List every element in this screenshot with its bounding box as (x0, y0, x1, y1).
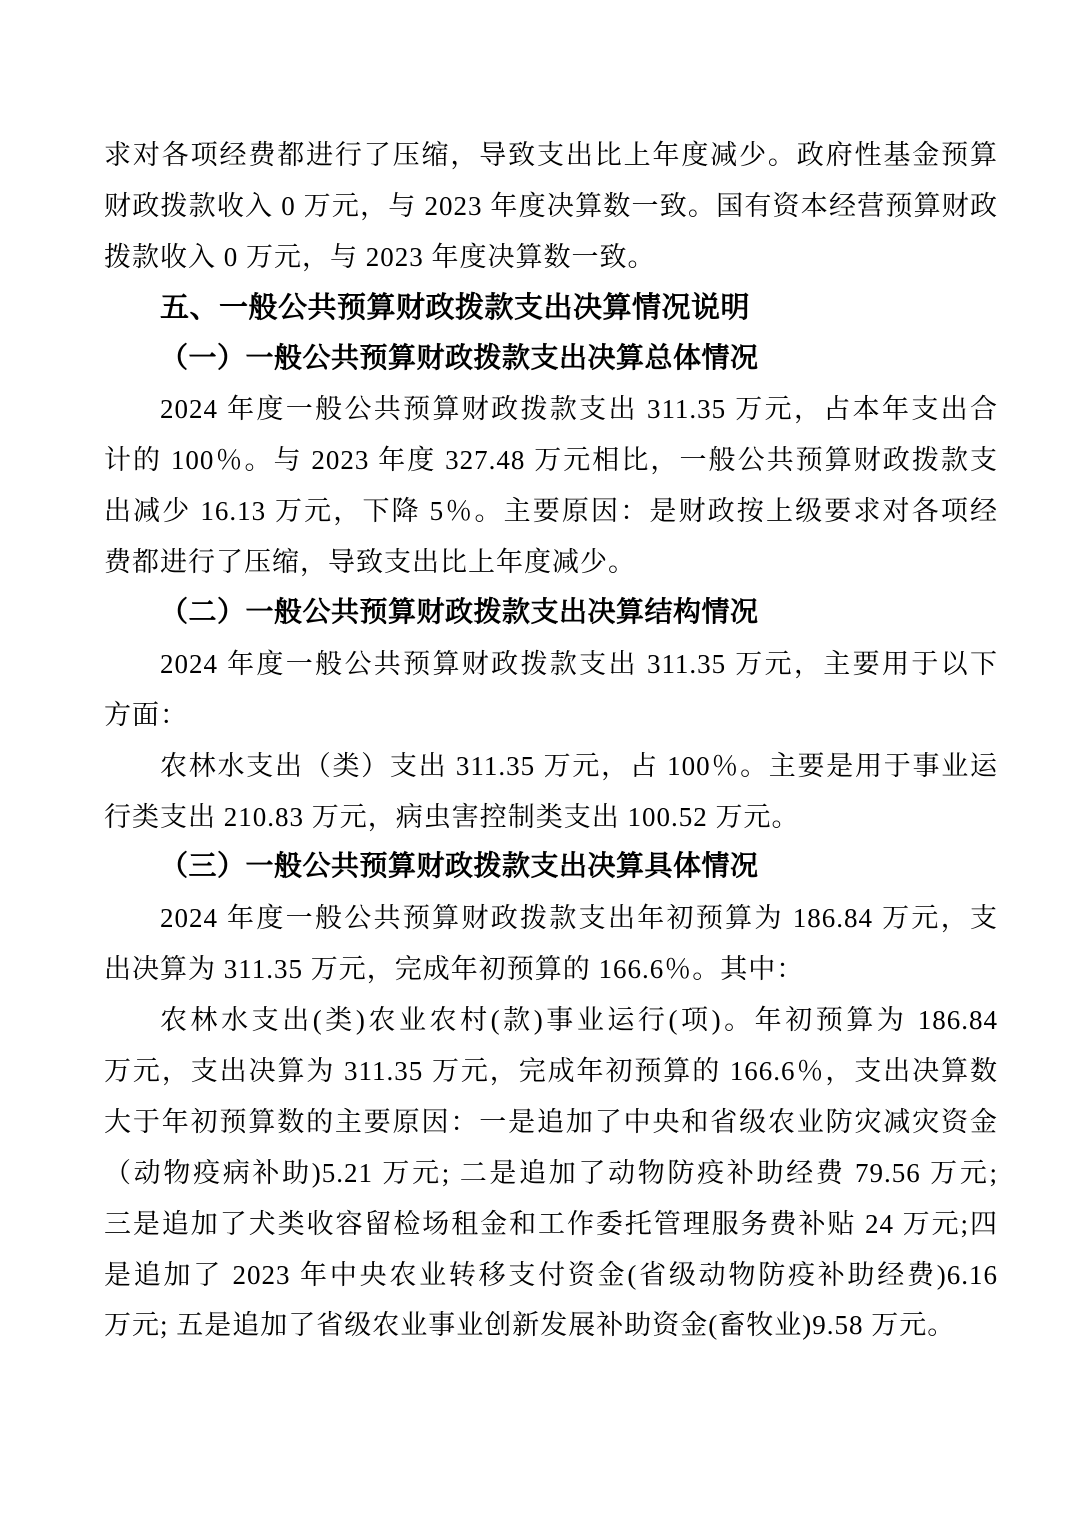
text-line: 拨款收入 0 万元，与 2023 年度决算数一致。 (104, 241, 656, 272)
text-line: 2024 年度一般公共预算财政拨款支出 311.35 万元，主要用于以下 (160, 648, 998, 679)
text-line: 财政拨款收入 0 万元，与 2023 年度决算数一致。国有资本经营预算财政 (104, 190, 998, 221)
text-line: 出决算为 311.35 万元，完成年初预算的 166.6％。其中： (104, 954, 805, 985)
subsection-heading: （二）一般公共预算财政拨款支出决算结构情况 (160, 597, 759, 629)
document-body (104, 130, 998, 1351)
subsection-heading: （一）一般公共预算财政拨款支出决算总体情况 (160, 342, 759, 374)
text-line: 是追加了 2023 年中央农业转移支付资金(省级动物防疫补助经费)6.16 (104, 1259, 998, 1290)
text-line: 大于年初预算数的主要原因：一是追加了中央和省级农业防灾减灾资金 (104, 1106, 998, 1137)
text-line: （动物疫病补助)5.21 万元; 二是追加了动物防疫补助经费 79.56 万元; (104, 1157, 998, 1188)
text-line: 费都进行了压缩，导致支出比上年度减少。 (104, 547, 636, 578)
text-line: 农林水支出（类）支出 311.35 万元，占 100％。主要是用于事业运 (160, 750, 998, 781)
text-line: 方面： (104, 699, 188, 730)
text-line: 出减少 16.13 万元，下降 5％。主要原因：是财政按上级要求对各项经 (104, 496, 998, 527)
text-line: 求对各项经费都进行了压缩，导致支出比上年度减少。政府性基金预算 (104, 140, 998, 170)
text-line: 2024 年度一般公共预算财政拨款支出 311.35 万元，占本年支出合 (160, 394, 998, 425)
text-line: 三是追加了犬类收容留检场租金和工作委托管理服务费补贴 24 万元;四 (104, 1208, 998, 1239)
text-line: 万元; 五是追加了省级农业事业创新发展补助资金(畜牧业)9.58 万元。 (104, 1310, 956, 1341)
text-line: 万元，支出决算为 311.35 万元，完成年初预算的 166.6％，支出决算数 (104, 1056, 998, 1087)
text-line: 农林水支出(类)农业农村(款)事业运行(项)。年初预算为 186.84 (160, 1005, 998, 1036)
text-line: 2024 年度一般公共预算财政拨款支出年初预算为 186.84 万元，支 (160, 903, 998, 934)
section-heading: 五、一般公共预算财政拨款支出决算情况说明 (160, 291, 751, 324)
text-line: 计的 100％。与 2023 年度 327.48 万元相比，一般公共预算财政拨款支 (104, 445, 998, 476)
text-line: 行类支出 210.83 万元，病虫害控制类支出 100.52 万元。 (104, 801, 800, 832)
subsection-heading: （三）一般公共预算财政拨款支出决算具体情况 (160, 851, 759, 883)
